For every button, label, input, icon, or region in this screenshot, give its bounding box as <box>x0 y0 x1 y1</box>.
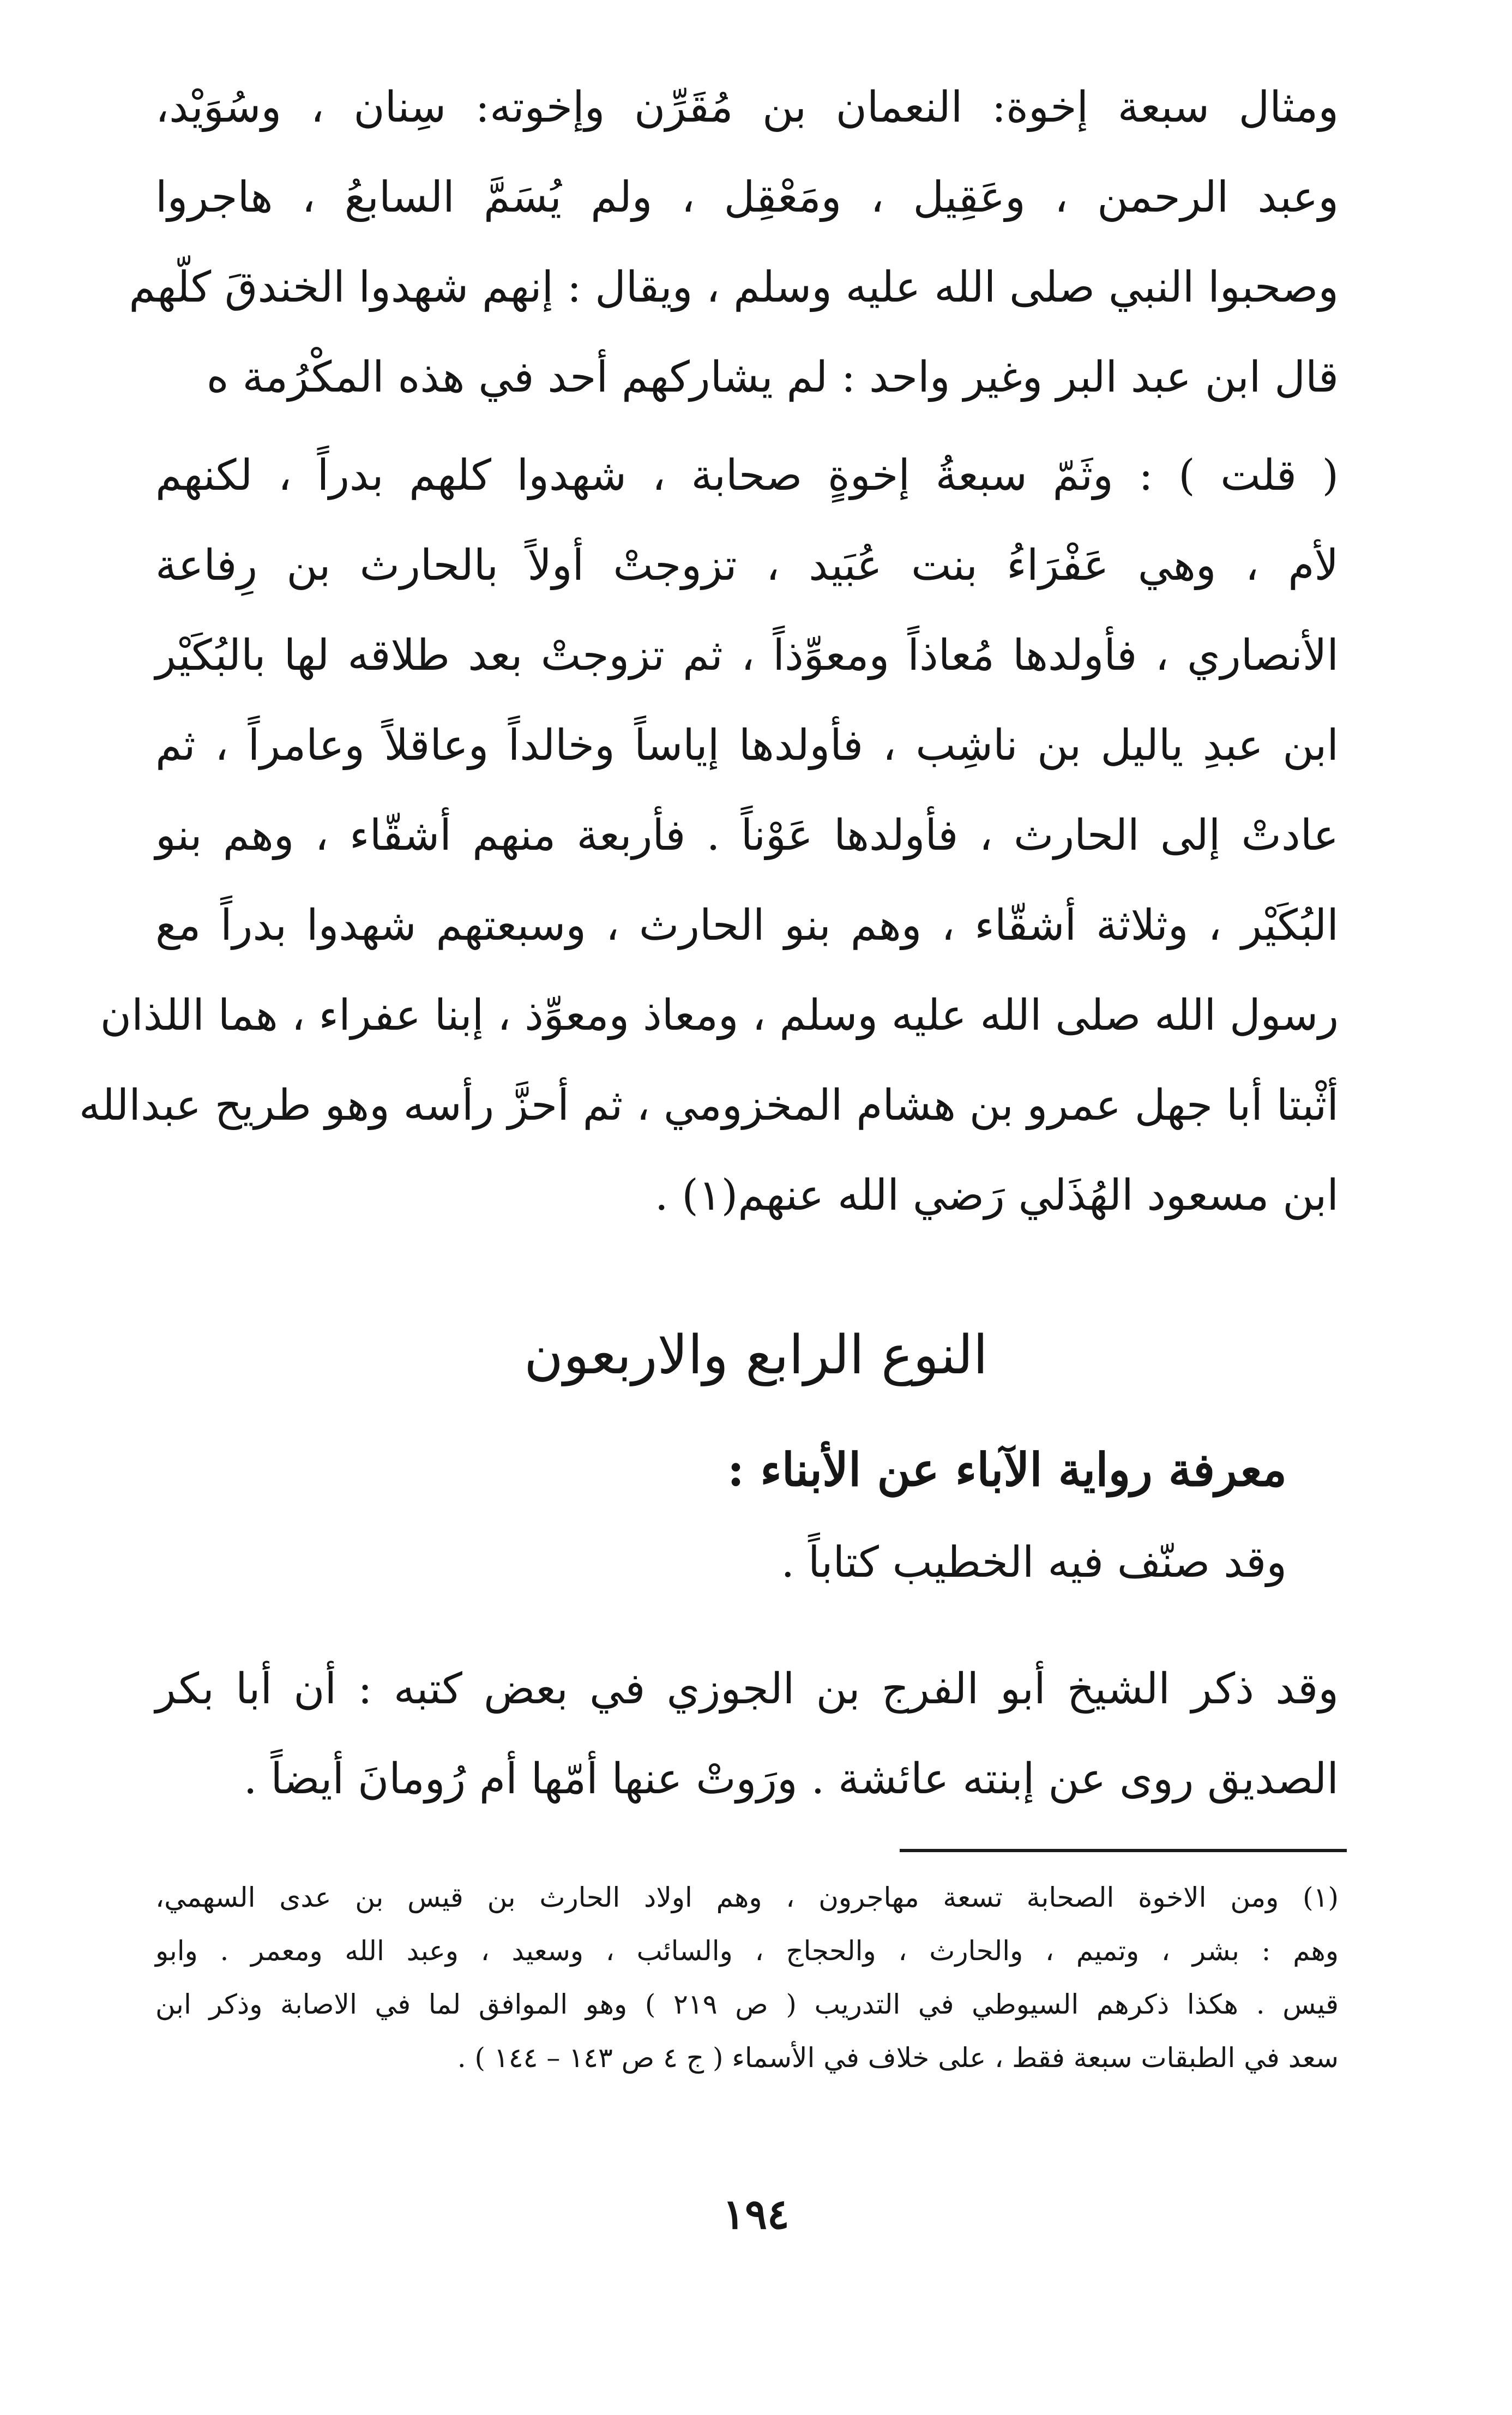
footnote-line: (١) ومن الاخوة الصحابة تسعة مهاجرون ، وهم اولاد الحارث بن قيس بن عدى السهمي، <box>155 1882 1339 1913</box>
text-line: الصديق روى عن إبنته عائشة . ورَوتْ عنها أمّها أم رُومانَ أيضاً . <box>243 1755 1339 1804</box>
text-line: ومثال سبعة إخوة: النعمان بن مُقَرِّن وإخوته: سِنان ، وسُوَيْد، <box>155 83 1339 132</box>
text-line: ابن عبدِ ياليل بن ناشِب ، فأولدها إياساً وخالداً وعاقلاً وعامراً ، ثم <box>155 721 1339 770</box>
text-line: لأم ، وهي عَفْرَاءُ بنت عُبَيد ، تزوجتْ أولاً بالحارث بن رِفاعة <box>155 541 1339 590</box>
paragraph-afra-sons <box>79 431 1339 1241</box>
text-line: الأنصاري ، فأولدها مُعاذاً ومعوِّذاً ، ثم تزوجتْ بعد طلاقه لها بالبُكَيْر <box>155 631 1339 680</box>
footnote-line: قيس . هكذا ذكرهم السيوطي في التدريب ( ص ٢١٩ ) وهو الموافق لما في الاصابة وذكر ابن <box>155 1989 1339 2020</box>
text-line: رسول الله صلى الله عليه وسلم ، ومعاذ ومعوِّذ ، إبنا عفراء ، هما اللذان <box>100 991 1339 1040</box>
footnote-line: وهم : بشر ، وتميم ، والحارث ، والحجاج ، والسائب ، وسعيد ، وعبد الله ومعمر . وابو <box>155 1935 1339 1967</box>
footnote-line: سعد في الطبقات سبعة فقط ، على خلاف في الأسماء ( ج ٤ ص ١٤٣ – ١٤٤ ) . <box>457 2042 1339 2074</box>
text-line: ( قلت ) : وثَمّ سبعةُ إخوةٍ صحابة ، شهدوا كلهم بدراً ، لكنهم <box>155 451 1339 500</box>
text-line: أثْبتا أبا جهل عمرو بن هشام المخزومي ، ثم أحزَّ رأسه وهو طريح عبدالله <box>79 1081 1339 1130</box>
text-line: قال ابن عبد البر وغير واحد : لم يشاركهم أحد في هذه المكْرُمة ه <box>206 353 1339 402</box>
text-line: وعبد الرحمن ، وعَقِيل ، ومَعْقِل ، ولم يُسَمَّ السابعُ ، هاجروا <box>155 173 1339 222</box>
text-line: عادتْ إلى الحارث ، فأولدها عَوْناً . فأربعة منهم أشقّاء ، وهم بنو <box>155 811 1339 860</box>
text-line: ابن مسعود الهُذَلي رَضي الله عنهم(١) . <box>654 1171 1339 1220</box>
section-subheading: معرفة رواية الآباء عن الأبناء : <box>727 1443 1287 1497</box>
text-line: وقد صنّف فيه الخطيب كتاباً . <box>781 1538 1287 1587</box>
paragraph-ibn-al-jawzi <box>155 1644 1339 1824</box>
text-line: وصحبوا النبي صلى الله عليه وسلم ، ويقال : إنهم شهدوا الخندقَ كلّهم <box>129 263 1339 312</box>
chapter-heading: النوع الرابع والاربعون <box>524 1324 988 1386</box>
paragraph-seven-brothers-example <box>129 63 1339 423</box>
footnote-divider <box>900 1849 1347 1852</box>
footnote <box>155 1871 1339 2084</box>
page-number: ١٩٤ <box>722 2190 790 2238</box>
paragraph-khatib-book <box>491 1522 1287 1603</box>
text-line: وقد ذكر الشيخ أبو الفرج بن الجوزي في بعض كتبه : أن أبا بكر <box>155 1665 1339 1714</box>
text-line: البُكَيْر ، وثلاثة أشقّاء ، وهم بنو الحارث ، وسبعتهم شهدوا بدراً مع <box>155 901 1339 950</box>
